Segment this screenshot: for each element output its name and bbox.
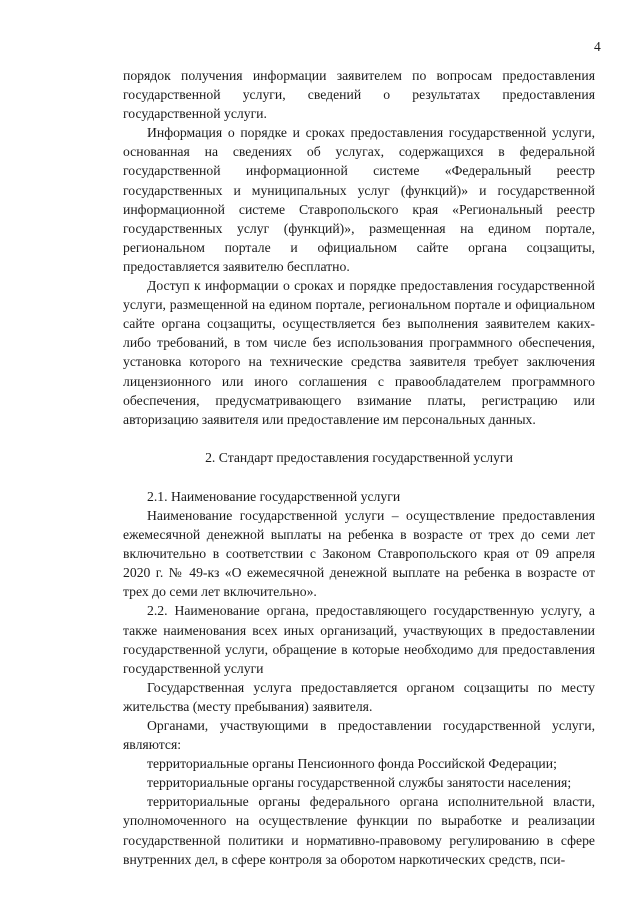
subsection-heading-2-1: 2.1. Наименование государственной услуги [147, 488, 401, 504]
paragraph-service-provider: Государственная услуга предоставляется органом соцзащиты по месту жительства (месту пребывания) заявителя. [123, 679, 595, 714]
list-item-employment-service: территориальные органы государственной службы занятости населения; [147, 775, 572, 791]
list-item-pension-fund: территориальные органы Пенсионного фонда Российской Федерации; [147, 756, 557, 772]
subsection-heading-2-2: 2.2. Наименование органа, предоставляющего государственную услугу, а также наименования всех иных организаций, участвующих в предоставлении государственной услуги, обращение в которые необходимо для предоставления государственной услуги [123, 603, 595, 676]
page-number: 4 [594, 39, 601, 54]
paragraph-info-access: Доступ к информации о сроках и порядке предоставления государственной услуги, размещенной на едином портале, региональном портале и официальном сайте органа соцзащиты, осуществляется без выполнения заявителем каких-либо требований, в том числе без использования программного обеспечения, установка которого на технические средства заявителя требует заключения лицензионного или иного соглашения с правообладателем программного обеспечения, предусматривающего взимание платы, регистрацию или авторизацию заявителя или предоставление им персональных данных. [123, 278, 595, 427]
paragraph-info-registries: Информация о порядке и сроках предоставления государственной услуги, основанная на сведениях об услугах, содержащихся в федеральной государственной информационной системе «Федеральный реестр государственных и муниципальных услуг (функций)» и государственной информационной системе Ставропольского края «Региональный реестр государственных услуг (функций)», размещенная на едином портале, региональном портале и официальном сайте органа соцзащиты, предоставляется заявителю бесплатно. [123, 125, 595, 274]
document-body [123, 66, 595, 869]
paragraph-participating-bodies: Органами, участвующими в предоставлении государственной услуги, являются: [123, 718, 595, 753]
section-heading-standard: 2. Стандарт предоставления государственной услуги [205, 449, 513, 465]
paragraph-info-order-continued: порядок получения информации заявителем по вопросам предоставления государственной услуги, сведений о результатах предоставления государственной услуги. [123, 68, 595, 122]
paragraph-service-name: Наименование государственной услуги – осуществление предоставления ежемесячной денежной выплаты на ребенка в возрасте от трех до семи лет включительно в соответствии с Законом Ставропольского края от 09 апреля 2020 г. № 49-кз «О ежемесячной денежной выплате на ребенка в возрасте от трех до семи лет включительно». [123, 507, 595, 600]
list-item-internal-affairs: территориальные органы федерального органа исполнительной власти, уполномоченного на осуществление функции по выработке и реализации государственной политики и нормативно-правовому регулированию в сфере внутренних дел, в сфере контроля за оборотом наркотических средств, пси- [123, 794, 595, 867]
